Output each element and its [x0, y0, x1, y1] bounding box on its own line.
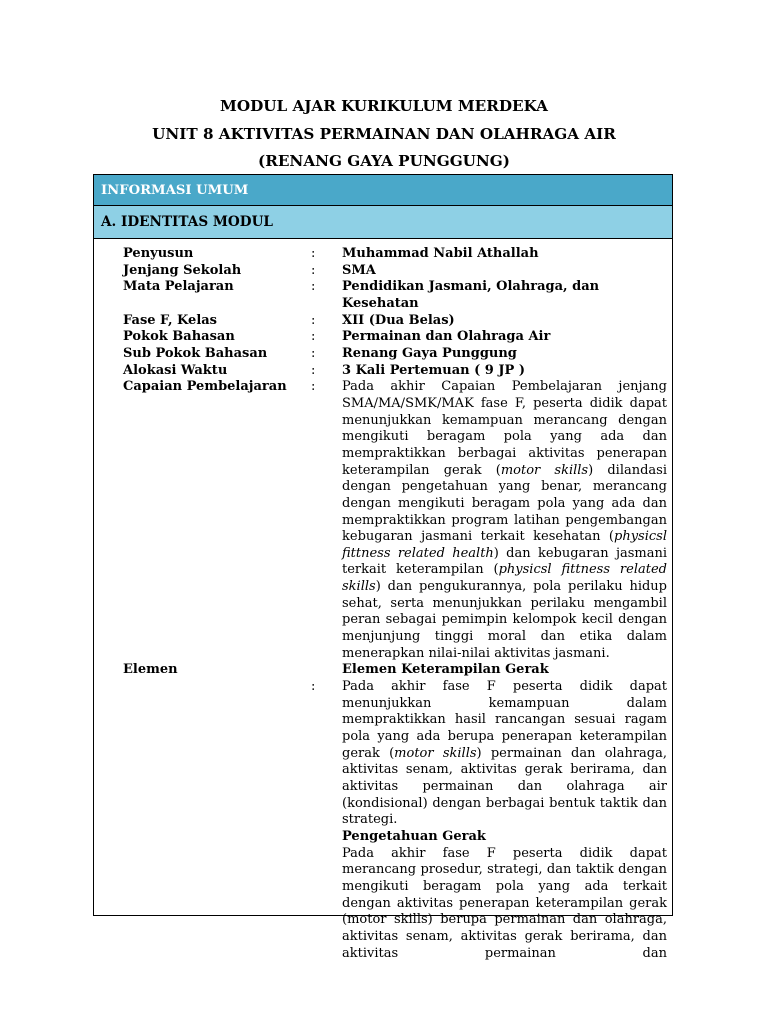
italic-term: physicsl fittness related health — [342, 529, 667, 561]
colon: : — [311, 679, 316, 695]
title-line-2: UNIT 8 AKTIVITAS PERMAINAN DAN OLAHRAGA AIR — [152, 124, 616, 143]
field-value: Muhammad Nabil Athallah — [342, 246, 539, 261]
elemen-heading-2: Pengetahuan Gerak — [342, 828, 486, 844]
text-run: ) dan pengukurannya, pola perilaku hidup sehat, serta menunjukkan perilaku mengambil peran sebagai pemimpin kelompok kecil dengan menjunjung tinggi moral dan etika dalam menerapkan nilai-nilai aktivitas jasmani. — [342, 579, 667, 661]
field-label: Sub Pokok Bahasan — [123, 345, 268, 361]
colon: : — [311, 345, 316, 361]
elemen-heading-1: Elemen Keterampilan Gerak — [342, 662, 549, 678]
text-run: ) permainan dan olahraga, aktivitas senam, aktivitas gerak berirama, dan aktivitas permainan dan olahraga air (kondisional) dengan berbagai bentuk taktik dan strategi. — [342, 745, 668, 828]
subsection-header: A. IDENTITAS MODUL — [94, 206, 672, 239]
identitas-row — [94, 263, 672, 280]
colon: : — [311, 279, 316, 295]
field-value: SMA — [342, 262, 376, 278]
field-label: Alokasi Waktu — [123, 362, 228, 378]
field-label: Penyusun — [123, 246, 194, 261]
document-title — [0, 93, 768, 176]
italic-term: physicsl fittness related skills — [342, 562, 667, 595]
identitas-row — [94, 363, 672, 380]
colon: : — [311, 312, 316, 328]
info-table — [93, 174, 673, 961]
field-label: Capaian Pembelajaran — [123, 379, 287, 395]
colon: : — [311, 329, 316, 345]
elemen-text-1 — [342, 679, 667, 829]
field-value: 3 Kali Pertemuan ( 9 JP ) — [342, 362, 525, 378]
field-value: Permainan dan Olahraga Air — [342, 329, 551, 345]
identitas-row — [94, 313, 672, 330]
italic-term: motor skills — [500, 462, 589, 478]
colon: : — [311, 362, 316, 378]
capaian-text — [342, 379, 667, 662]
field-label: Mata Pelajaran — [123, 279, 234, 295]
text-run: ) dan kebugaran jasmani terkait keterampilan ( — [342, 545, 667, 578]
title-line-1: MODUL AJAR KURIKULUM MERDEKA — [220, 97, 548, 115]
colon-spacer — [311, 662, 342, 679]
elemen-content — [342, 679, 667, 962]
field-label-spacer — [123, 679, 311, 962]
elemen-content-row — [94, 679, 672, 962]
elemen-row — [94, 662, 672, 679]
capaian-row — [94, 379, 672, 662]
title-line-3: (RENANG GAYA PUNGGUNG) — [258, 152, 510, 170]
italic-term: motor skills — [394, 745, 477, 761]
colon: : — [311, 379, 316, 395]
field-label: Jenjang Sekolah — [123, 262, 242, 278]
identitas-row — [94, 279, 672, 312]
section-header: INFORMASI UMUM — [94, 175, 672, 206]
field-label: Pokok Bahasan — [123, 329, 235, 345]
identitas-rows — [94, 239, 672, 962]
identitas-row — [94, 246, 672, 263]
field-value: XII (Dua Belas) — [342, 312, 455, 328]
field-value: Pendidikan Jasmani, Olahraga, dan Kesehatan — [342, 279, 600, 311]
colon: : — [311, 262, 316, 278]
field-value: Renang Gaya Punggung — [342, 345, 517, 361]
text-run: Pada akhir Capaian Pembelajaran jenjang SMA/MA/SMK/MAK fase F, peserta didik dapat menunjukkan kemampuan merancang dengan mengikuti beragam pola yang ada dan mempraktikkan berbagai aktivitas penerapan keterampilan gerak ( — [342, 379, 667, 478]
colon: : — [311, 246, 316, 261]
text-run: ) dilandasi dengan pengetahuan yang benar, merancang dengan mengikuti beragam pola yang ada dan mempraktikkan program latihan pengembangan kebugaran jasmani terkait kesehatan ( — [342, 462, 667, 545]
field-label: Elemen — [123, 662, 178, 678]
identitas-row — [94, 329, 672, 346]
field-label: Fase F, Kelas — [123, 312, 217, 328]
elemen-text-2: Pada akhir fase F peserta didik dapat merancang prosedur, strategi, dan taktik dengan mengikuti beragam pola yang ada terkait dengan aktivitas penerapan keterampilan gerak (motor skills) berupa permainan dan olahraga, aktivitas senam, aktivitas gerak berirama, dan aktivitas permainan dan — [342, 845, 667, 961]
text-run: Pada akhir fase F peserta didik dapat menunjukkan kemampuan dalam mempraktikkan hasil rancangan sesuai ragam pola yang ada berupa penerapan keterampilan gerak ( — [342, 679, 667, 761]
identitas-row — [94, 346, 672, 363]
